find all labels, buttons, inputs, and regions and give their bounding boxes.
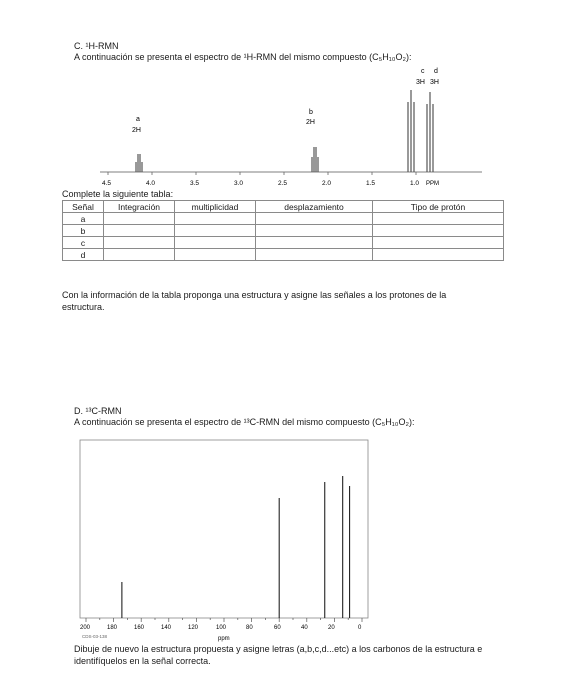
cnmr-tick-80: 80: [246, 625, 253, 631]
table-caption: Complete la siguiente tabla:: [62, 189, 174, 199]
table-row: [63, 213, 504, 225]
cell-integracion[interactable]: [104, 213, 175, 225]
cell-multiplicidad[interactable]: [175, 249, 256, 261]
hnmr-tick-5: 2.0: [322, 180, 332, 187]
instruction-carbons: Dibuje de nuevo la estructura propuesta y asigne letras (a,b,c,d...etc) a los carbonos de la estructura e identifíquelos en la señal correcta.: [74, 644, 483, 666]
cnmr-tick-60: 60: [274, 625, 281, 631]
th-multiplicidad: multiplicidad: [175, 201, 256, 213]
hnmr-tick-4: 2.5: [278, 180, 288, 187]
hnmr-intro: A continuación se presenta el espectro de ¹H-RMN del mismo compuesto (C₅H₁₀O₂):: [74, 52, 412, 62]
cell-integracion[interactable]: [104, 237, 175, 249]
cnmr-tick-160: 160: [134, 625, 145, 631]
hnmr-tick-6: 1.5: [366, 180, 376, 187]
cnmr-tick-180: 180: [107, 625, 118, 631]
signal-table: [62, 200, 504, 261]
cnmr-tick-200: 200: [80, 625, 91, 631]
table-row: [63, 237, 504, 249]
hnmr-tick-1: 4.0: [146, 180, 156, 187]
peak-cd-triplets: [408, 90, 433, 172]
peak-c-letter: c: [421, 68, 425, 75]
cell-integracion[interactable]: [104, 249, 175, 261]
hnmr-tick-3: 3.0: [234, 180, 244, 187]
peak-b-letter: b: [309, 109, 313, 116]
table-header-row: [63, 201, 504, 213]
cnmr-tick-120: 120: [188, 625, 199, 631]
hnmr-tick-0: 4.5: [102, 180, 112, 187]
table-row: [63, 249, 504, 261]
cell-multiplicidad[interactable]: [175, 237, 256, 249]
peak-d-integral: 3H: [430, 79, 439, 86]
cnmr-code: CDS-03-138: [82, 634, 108, 639]
cnmr-intro: A continuación se presenta el espectro de ¹³C-RMN del mismo compuesto (C₅H₁₀O₂):: [74, 417, 415, 427]
cnmr-tick-100: 100: [216, 625, 227, 631]
row-label: a: [63, 213, 104, 225]
cell-multiplicidad[interactable]: [175, 225, 256, 237]
cell-integracion[interactable]: [104, 225, 175, 237]
cnmr-axis-unit: ppm: [218, 636, 230, 642]
th-senal: Señal: [63, 201, 104, 213]
cell-desplazamiento[interactable]: [256, 237, 373, 249]
peak-c-integral: 3H: [416, 79, 425, 86]
cell-tipo-proton[interactable]: [373, 237, 504, 249]
hnmr-axis-unit: PPM: [426, 181, 440, 187]
cnmr-spectrum: [70, 432, 380, 644]
instruction-structure: Con la información de la tabla proponga una estructura y asigne las señales a los protones de la estructura.: [62, 290, 447, 312]
table-row: [63, 225, 504, 237]
hnmr-spectrum: [90, 62, 490, 196]
cnmr-tick-140: 140: [161, 625, 172, 631]
peak-b-quartet: [312, 147, 318, 172]
cell-tipo-proton[interactable]: [373, 249, 504, 261]
peak-b-integral: 2H: [306, 119, 315, 126]
peak-d-letter: d: [434, 68, 438, 75]
cnmr-tick-40: 40: [301, 625, 308, 631]
row-label: d: [63, 249, 104, 261]
cnmr-tick-0: 0: [358, 625, 362, 631]
hnmr-tick-7: 1.0: [410, 180, 420, 187]
hnmr-heading: C. ¹H-RMN: [74, 41, 119, 51]
row-label: c: [63, 237, 104, 249]
th-integracion: Integración: [104, 201, 175, 213]
cnmr-tick-20: 20: [328, 625, 335, 631]
th-tipo-proton: Tipo de protón: [373, 201, 504, 213]
cell-desplazamiento[interactable]: [256, 249, 373, 261]
row-label: b: [63, 225, 104, 237]
cell-desplazamiento[interactable]: [256, 213, 373, 225]
cell-multiplicidad[interactable]: [175, 213, 256, 225]
cell-tipo-proton[interactable]: [373, 213, 504, 225]
cnmr-heading: D. ¹³C-RMN: [74, 406, 122, 416]
cell-tipo-proton[interactable]: [373, 225, 504, 237]
cell-desplazamiento[interactable]: [256, 225, 373, 237]
hnmr-tick-2: 3.5: [190, 180, 200, 187]
peak-a-letter: a: [136, 116, 140, 123]
peak-a-integral: 2H: [132, 127, 141, 134]
th-desplazamiento: desplazamiento: [256, 201, 373, 213]
peak-a-quartet: [136, 154, 142, 172]
